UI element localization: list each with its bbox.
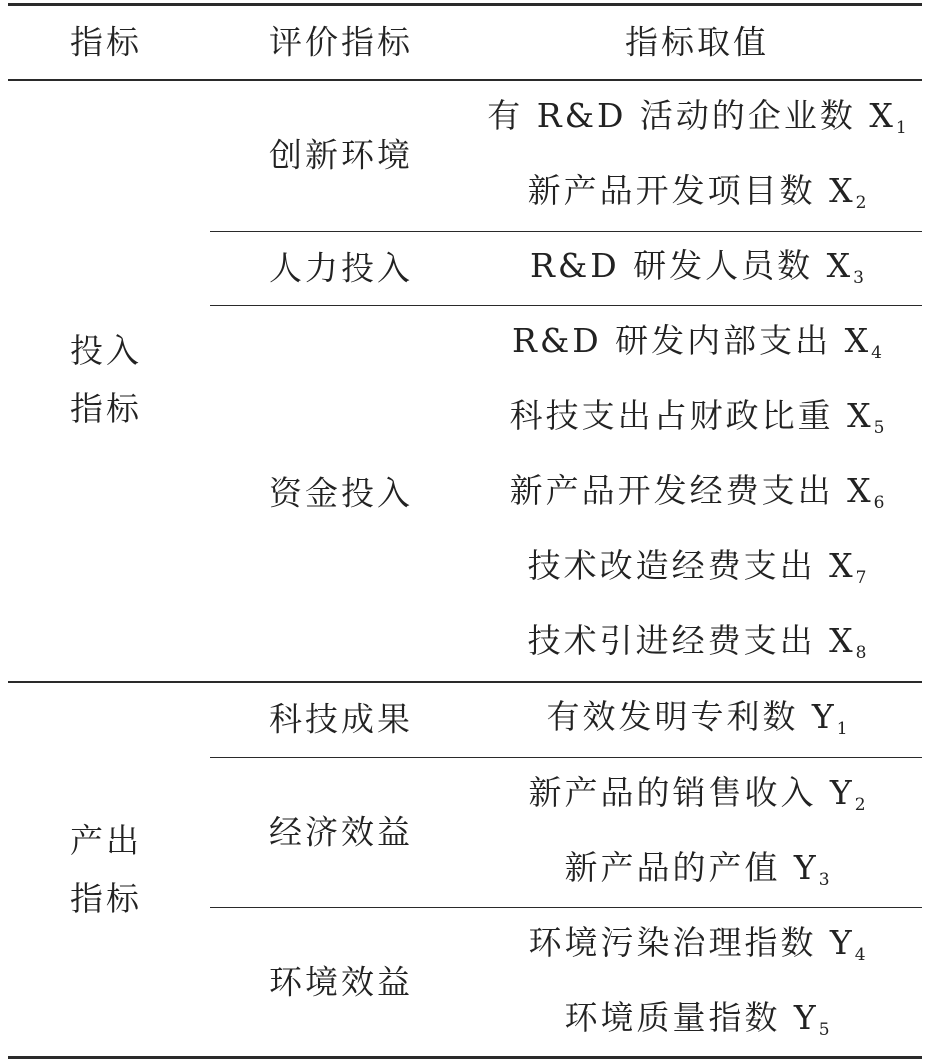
- top-rule: [8, 3, 922, 6]
- indicator-x8: [527, 621, 867, 663]
- output-group-label-line2: 指标: [70, 879, 142, 918]
- indicator-subscript: 1: [836, 719, 848, 739]
- subgroup-innovation-env: 创新环境: [269, 135, 413, 175]
- subgroup-environmental-benefit: 环境效益: [269, 962, 413, 1002]
- subgroup-rule: [210, 305, 922, 306]
- indicator-x4: [512, 321, 882, 363]
- header-category: 指标: [70, 22, 142, 62]
- indicator-text: 有 R&D 活动的企业数 X: [487, 96, 896, 135]
- subgroup-economic-benefit: 经济效益: [269, 812, 413, 852]
- indicator-text: 环境质量指数 Y: [564, 998, 819, 1037]
- output-group-label-line1: 产出: [70, 821, 142, 860]
- indicator-text: 技术改造经费支出 X: [527, 546, 856, 585]
- subgroup-tech-results: 科技成果: [269, 699, 413, 739]
- output-group-label: [70, 812, 142, 928]
- group-rule: [8, 681, 922, 683]
- indicator-text: R&D 研发内部支出 X: [512, 321, 872, 360]
- input-group-label-line1: 投入: [70, 331, 142, 370]
- indicator-y5: [564, 998, 830, 1040]
- indicator-x1: [487, 96, 907, 138]
- indicator-subscript: 4: [871, 343, 882, 363]
- indicator-subscript: 5: [873, 418, 885, 438]
- indicator-text: R&D 研发人员数 X: [530, 246, 854, 285]
- indicator-subscript: 8: [855, 643, 867, 663]
- indicator-subscript: 3: [853, 268, 864, 288]
- indicator-x6: [509, 471, 885, 513]
- bottom-rule: [8, 1056, 922, 1059]
- indicator-x3: [530, 246, 864, 288]
- subgroup-rule: [210, 757, 922, 758]
- indicator-subscript: 2: [854, 795, 866, 815]
- header-indicator-value: 指标取值: [625, 22, 769, 62]
- indicator-x7: [527, 546, 867, 588]
- indicator-subscript: 7: [855, 568, 867, 588]
- indicator-subscript: 6: [873, 493, 885, 513]
- indicator-text: 新产品的产值 Y: [564, 848, 819, 887]
- indicator-text: 环境污染治理指数 Y: [528, 923, 855, 962]
- subgroup-rule: [210, 231, 922, 232]
- indicator-text: 技术引进经费支出 X: [527, 621, 856, 660]
- indicator-text: 有效发明专利数 Y: [546, 697, 837, 736]
- header-rule: [8, 79, 922, 81]
- indicator-text: 科技支出占财政比重 X: [509, 396, 874, 435]
- indicator-subscript: 3: [818, 870, 830, 890]
- indicator-y4: [528, 923, 866, 965]
- subgroup-capital-input: 资金投入: [269, 473, 413, 513]
- indicator-y3: [564, 848, 830, 890]
- input-group-label: [70, 322, 142, 438]
- indicator-y2: [528, 773, 866, 815]
- indicator-text: 新产品的销售收入 Y: [528, 773, 855, 812]
- input-group-label-line2: 指标: [70, 389, 142, 428]
- indicator-x2: [527, 171, 867, 213]
- header-eval-indicator: 评价指标: [269, 22, 413, 62]
- subgroup-human-input: 人力投入: [269, 248, 413, 288]
- indicator-subscript: 5: [818, 1020, 830, 1040]
- indicator-subscript: 4: [854, 945, 866, 965]
- indicator-text: 新产品开发项目数 X: [527, 171, 856, 210]
- indicator-subscript: 1: [895, 118, 907, 138]
- indicator-subscript: 2: [855, 193, 867, 213]
- indicator-text: 新产品开发经费支出 X: [509, 471, 874, 510]
- indicator-x5: [509, 396, 885, 438]
- indicator-y1: [546, 697, 848, 739]
- subgroup-rule: [210, 907, 922, 908]
